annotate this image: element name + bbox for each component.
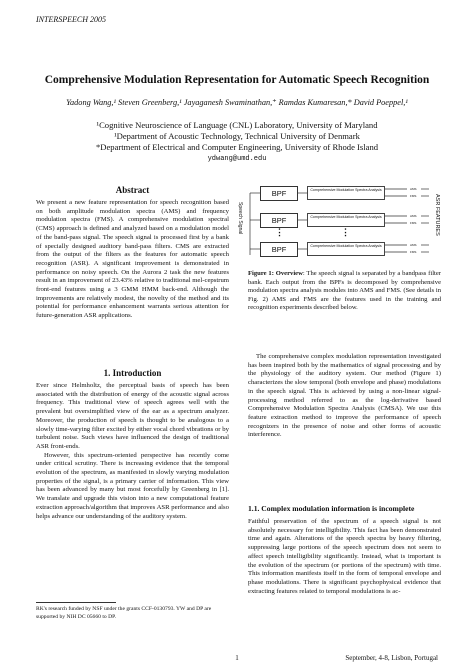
speech-signal-label: Speech Signal — [237, 202, 243, 235]
subsection-heading: 1.1. Complex modulation information is incomplete — [248, 504, 415, 513]
ams-label-1: AMS — [410, 187, 417, 191]
right-paragraph-2: Faithful preservation of the spectrum of a speech signal is not absolutely necessary for intelligibility. This fact has been demonstrated time and again. Alterations of the speech spectra by heavy filtering, suppressing large portions of the speech spectrum does not seem to affect speech intelligibility significantly. Instead, what is important is the evolution of the spectrum (or portions of the spectrum) with time. This information manifests itself in the form of temporal envelope and phase modulations. There is significant psychophysical evidence that extracting features related to temporal modulations is ac- — [248, 518, 441, 595]
ellipsis-dots: ⋮ — [275, 227, 284, 237]
intro-body — [36, 382, 229, 521]
affiliation-1: ¹Cognitive Neuroscience of Language (CNL) Laboratory, University of Maryland — [96, 120, 378, 130]
caption-label: Figure 1: Overview — [248, 270, 303, 277]
abstract-body — [36, 199, 229, 321]
paper-title: Comprehensive Modulation Representation for Automatic Speech Recognition — [44, 74, 430, 86]
figure-caption — [248, 270, 441, 313]
ams-label-2: AMS — [410, 214, 417, 218]
intro-heading: 1. Introduction — [103, 368, 162, 378]
page-number: 1 — [235, 654, 239, 662]
conference-header: INTERSPEECH 2005 — [36, 15, 106, 24]
asr-features-label: ASR FEATURES — [434, 194, 440, 236]
figure-1 — [235, 180, 450, 270]
footnote: RK's research funded by NSF under the grants CCF-0130793. YW and DP are supported by NIH DC 05660 to DP. — [36, 606, 212, 620]
abstract-heading: Abstract — [115, 185, 150, 195]
right-paragraph-1: The comprehensive complex modulation representation investigated has been inspired both by the mathematics of signal processing and by the physiology of the auditory system. Our method (Figure 1) characterizes the slow temporal (both envelope and phase) modulations in the speech signal. This is achieved by using a non-linear signal-processing method referred to as the log-derivative based Comprehensive Modulation Spectra Analysis (CMSA). We use this feature extraction method to improve the performance of speech recognizers in the presence of noise and other forms of acoustic interference. — [248, 353, 441, 439]
cms-box-3: Comprehensive Modulation Spectra Analysis — [307, 242, 385, 256]
footnote-rule — [36, 602, 116, 603]
intro-paragraph-1: Ever since Helmholtz, the perceptual basis of speech has been associated with the distribution of energy of the acoustic signal across frequency. This traditional view of speech agrees well with the prevalent but oversimplified view of the ear as a spectrum analyzer. Moreover, the production of speech is thought to be analogous to a slowly time-varying filter excited by either vocal chord vibrations or by turbulent noise. Such views have influenced the design of traditional ASR front-ends. — [36, 382, 229, 450]
fms-label-3: FMS — [410, 250, 417, 254]
caption-text: : The speech signal is separated by a bandpass filter bank. Each output from the BPFs is decomposed by comprehensive modulation spectra analysis modules into AMS and FMS. (See details in Fig. 2) AMS and FMS are the features used in the training and recognition experiments described below. — [248, 270, 441, 312]
ellipsis-dots-2: ⋮ — [341, 227, 350, 237]
abstract-text: We present a new feature representation for speech recognition based on both amplitude modulation spectra (AMS) and frequency modulation spectra (FMS). A comprehensive modulation spectral (CMS) approach is defined and analyzed based on a modulation model of the band-pass signal. The speech signal is processed first by a bank of specially designed auditory band-pass filters. CMS are extracted from the output of the filters as the features for automatic speech recognition (ASR). A significant improvement is demonstrated in performance on noisy speech. On the Aurora 2 task the new features result in an improvement of 23.43% relative to traditional mel-cepstrum front-end features using a 3 GMM HMM back-end. Although the improvements are relatively modest, the novelty of the method and its potential for performance enhancement warrants serious attention for future-generation ASR applications. — [36, 199, 229, 320]
right-body-2 — [248, 518, 441, 596]
bpf-box-1: BPF — [260, 186, 298, 201]
cms-box-1: Comprehensive Modulation Spectra Analysis — [307, 186, 385, 200]
intro-paragraph-2: However, this spectrum-oriented perspective has recently come under critical scrutiny. There is increasing evidence that the temporal evolution of the spectrum, as manifested in slowly varying modulation properties of the signal, is a primary carrier of information. This view has been advanced by many but most forcefully by Greenberg in [1]. We translate and upgrade this vision into a new computational feature extraction approach/algorithm that improves ASR performance and also helps advance our understanding of the auditory system. — [36, 451, 229, 520]
bpf-box-3: BPF — [260, 242, 298, 257]
author-list: Yadong Wang,¹ Steven Greenberg,¹ Jayaganesh Swaminathan,⁺ Ramdas Kumaresan,* David Poeppel,¹ — [66, 98, 408, 107]
conference-date: September, 4-8, Lisbon, Portugal — [345, 654, 438, 662]
ams-label-3: AMS — [410, 243, 417, 247]
bpf-box-2: BPF — [260, 213, 298, 228]
fms-label-1: FMS — [410, 194, 417, 198]
affiliation-3: *Department of Electrical and Computer Engineering, University of Rhode Island — [95, 142, 379, 152]
affiliations — [0, 120, 474, 153]
right-body-1 — [248, 353, 441, 440]
affiliation-2: ¹Department of Acoustic Technology, Technical University of Denmark — [114, 131, 360, 141]
cms-box-2: Comprehensive Modulation Spectra Analysis — [307, 213, 385, 227]
contact-email[interactable]: ydwang@umd.edu — [207, 155, 267, 163]
fms-label-2: FMS — [410, 221, 417, 225]
